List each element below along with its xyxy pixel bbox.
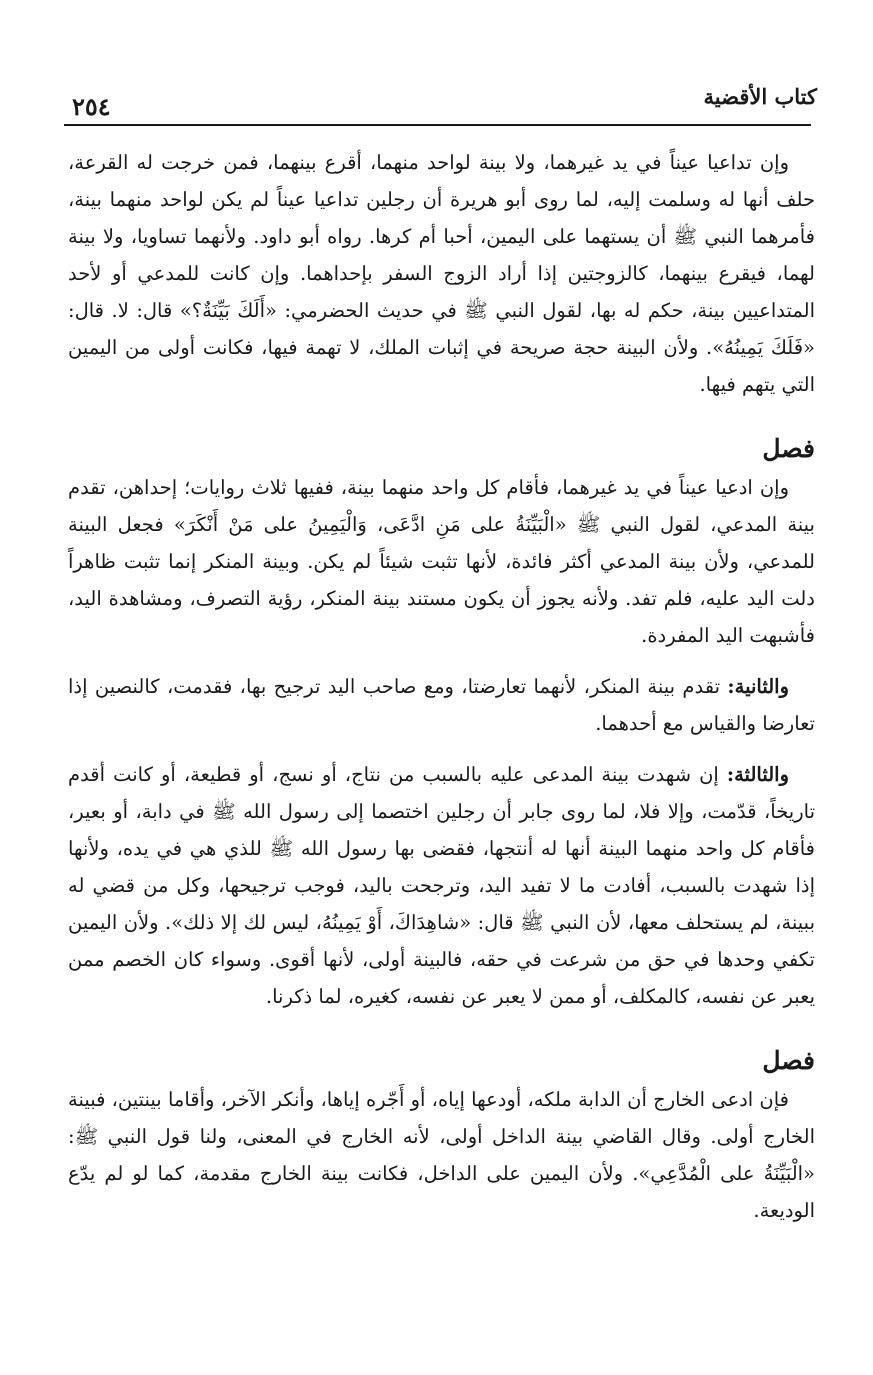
paragraph-text: تقدم بينة المنكر، لأنهما تعارضتا، ومع صاحب اليد ترجيح بها، فقدمت، كالنصين إذا تعارضا والقياس مع أحدهما. [68, 675, 815, 735]
body-text [68, 144, 815, 1229]
paragraph [68, 668, 815, 742]
paragraph-lead-word: والثالثة: [726, 763, 789, 786]
section-heading: فصل [762, 434, 815, 463]
paragraph: وإن تداعيا عيناً في يد غيرهما، ولا بينة لواحد منهما، أقرع بينهما، فمن خرجت له القرعة، حلف أنها له وسلمت إليه، لما روى أبو هريرة أن رجلين تداعيا عيناً لم يكن لواحد منهما بينة، فأمرهما النبي ﷺ أن يستهما على اليمين، أحبا أم كرها. رواه أبو داود. ولأنهما تساويا، ولا بينة لهما، فيقرع بينهما، كالزوجتين إذا أراد الزوج السفر بإحداهما. وإن كانت للمدعي أو لأحد المتداعيين بينة، حكم له بها، لقول النبي ﷺ في حديث الحضرمي: «أَلَكَ بَيِّنَةٌ؟» قال: لا. قال: «فَلَكَ يَمِينُهُ». ولأن البينة حجة صريحة في إثبات الملك، لا تهمة فيها، فكانت أولى من اليمين التي يتهم فيها. [68, 151, 815, 396]
paragraph-text: إن شهدت بينة المدعى عليه بالسبب من نتاج، أو نسج، أو قطيعة، أو كانت أقدم تاريخاً، قدّمت، وإلا فلا، لما روى جابر أن رجلين اختصما إلى رسول الله ﷺ في دابة، أو بعير، فأقام كل واحد منهما البينة أنها له أنتجها، فقضى بها رسول الله ﷺ للذي هي في يده، ولأنها إذا شهدت بالسبب، أفادت ما لا تفيد اليد، وترجحت باليد، فوجب ترجيحها، وكل من قضي له ببينة، لم يستحلف معها، لأن النبي ﷺ قال: «شاهِدَاكَ، أَوْ يَمِينُهُ، ليس لك إلا ذلك». ولأن اليمين تكفي وحدها في حق من شرعت في حقه، فالبينة أولى، لأنها أقوى. وسواء كان الخصم ممن يعبر عن نفسه، كالمكلف، أو ممن لا يعبر عن نفسه، كغيره، لما ذكرنا. [68, 763, 815, 1008]
section-heading: فصل [762, 1046, 815, 1075]
paragraph: وإن ادعيا عيناً في يد غيرهما، فأقام كل واحد منهما بينة، ففيها ثلاث روايات؛ إحداهن، تقدم بينة المدعي، لقول النبي ﷺ «الْبَيِّنَةُ على مَنِ ادَّعَى، وَالْيَمِينُ على مَنْ أَنْكَرَ» فجعل البينة للمدعي، ولأن بينة المدعي أكثر فائدة، لأنها تثبت شيئاً لم يكن. وبينة المنكر إنما تثبت ظاهراً دلت اليد عليه، فلم تفد. ولأنه يجوز أن يكون مستند بينة المنكر، رؤية التصرف، ومشاهدة اليد، فأشبهت اليد المفردة. [68, 476, 815, 647]
header-rule [64, 124, 811, 126]
page-number: ٢٥٤ [72, 92, 111, 121]
paragraph [68, 756, 815, 1015]
running-title: كتاب الأقضية [703, 84, 817, 109]
paragraph: فإن ادعى الخارج أن الدابة ملكه، أودعها إياه، أو أَجّره إياها، وأنكر الآخر، وأقاما بينتين، فبينة الخارج أولى. وقال القاضي بينة الداخل أولى، لأنه الخارج في المعنى، ولنا قول النبي ﷺ: «الْبَيِّنَةُ على الْمُدَّعِي». ولأن اليمين على الداخل، فكانت بينة الخارج مقدمة، كما لو لم يدّع الوديعة. [68, 1088, 815, 1222]
paragraph-lead-word: والثانية: [727, 675, 789, 698]
